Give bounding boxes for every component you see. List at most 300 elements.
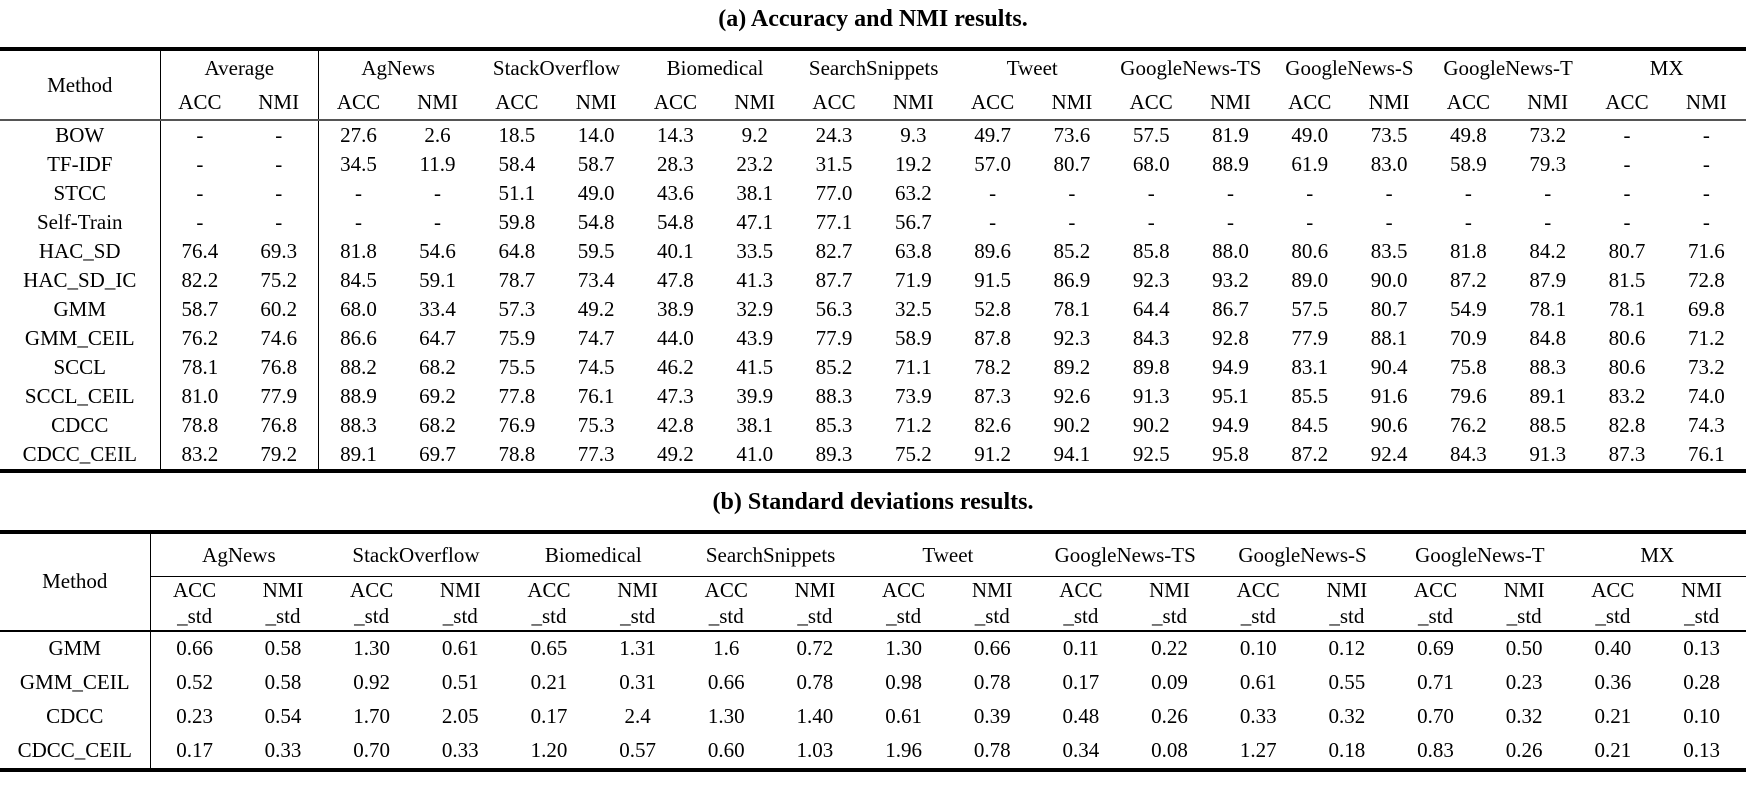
value-cell: - — [196, 210, 204, 234]
value-cell: - — [275, 210, 283, 234]
metric-subheader — [319, 85, 398, 120]
dataset-group-header: Tweet — [859, 532, 1036, 577]
value-cell: - — [1623, 152, 1631, 176]
table-row — [0, 666, 1746, 700]
value-cell: 0.21 — [530, 670, 568, 694]
value-cell: 87.9 — [1529, 268, 1567, 292]
value-cell: 81.0 — [181, 384, 219, 408]
metric-subheader — [1657, 577, 1746, 631]
value-cell: 1.03 — [796, 738, 834, 762]
value-cell: 0.61 — [885, 704, 922, 728]
value-cell: 0.78 — [796, 670, 834, 694]
value-cell: - — [1227, 210, 1234, 234]
value-cell: 75.3 — [577, 413, 615, 437]
value-cell: 57.3 — [498, 297, 536, 321]
value-cell: 34.5 — [319, 150, 398, 179]
value-cell: - — [1702, 181, 1710, 205]
method-cell: HAC_SD_IC — [0, 266, 160, 295]
value-cell: 75.2 — [894, 442, 932, 466]
metric-subheader — [593, 577, 682, 631]
value-cell: 54.9 — [1450, 297, 1487, 321]
value-cell: 43.6 — [657, 181, 694, 205]
dataset-group-header: GoogleNews-S — [1285, 55, 1414, 80]
metric-label: ACC — [971, 89, 1015, 114]
metric-subheader — [874, 85, 953, 120]
method-cell: Self-Train — [0, 208, 160, 237]
metric-label: NMI — [1326, 578, 1368, 602]
method-cell: BOW — [0, 120, 160, 150]
value-cell: 73.4 — [577, 268, 615, 292]
value-cell: 46.2 — [657, 355, 694, 379]
metric-subheader — [636, 85, 715, 120]
value-cell: 0.83 — [1417, 738, 1454, 762]
value-cell: 75.8 — [1450, 355, 1487, 379]
value-cell: 0.33 — [1239, 704, 1277, 728]
value-cell: 82.7 — [815, 239, 853, 263]
value-cell: 92.3 — [1132, 268, 1170, 292]
method-cell: SCCL — [0, 353, 160, 382]
value-cell: - — [275, 152, 283, 176]
metric-suffix-label: _std — [974, 604, 1010, 629]
value-cell: 91.3 — [1529, 442, 1567, 466]
metric-label: NMI — [734, 89, 776, 114]
value-cell: - — [196, 181, 204, 205]
value-cell: 84.5 — [319, 266, 398, 295]
value-cell: 83.2 — [1608, 384, 1646, 408]
table-row — [0, 382, 1746, 411]
value-cell: 71.2 — [1687, 326, 1725, 350]
value-cell: - — [1623, 181, 1631, 205]
value-cell: 72.8 — [1687, 268, 1725, 292]
metric-label: ACC — [653, 89, 698, 114]
value-cell: 68.2 — [419, 355, 456, 379]
metric-subheader — [1508, 85, 1587, 120]
value-cell: 74.7 — [577, 326, 615, 350]
value-cell: 58.9 — [894, 326, 932, 350]
dataset-group-header: MX — [1649, 55, 1684, 80]
metric-label: ACC — [1413, 578, 1458, 602]
value-cell: 85.8 — [1132, 239, 1170, 263]
value-cell: 1.70 — [353, 704, 391, 728]
metric-label: NMI — [1210, 89, 1251, 114]
value-cell: - — [1147, 181, 1155, 205]
value-cell: 73.2 — [1529, 123, 1567, 147]
value-cell: 83.0 — [1370, 152, 1408, 176]
value-cell: 0.21 — [1594, 738, 1632, 762]
value-cell: 92.6 — [1053, 384, 1091, 408]
value-cell: 68.0 — [1132, 152, 1170, 176]
value-cell: 84.5 — [1291, 413, 1329, 437]
value-cell: 73.5 — [1370, 123, 1408, 147]
metric-subheader — [239, 577, 328, 631]
dataset-group-header: GoogleNews-T — [1443, 55, 1573, 80]
value-cell: 69.8 — [1687, 297, 1725, 321]
metric-subheader — [150, 577, 239, 631]
value-cell: 83.1 — [1291, 355, 1329, 379]
value-cell: 32.5 — [894, 297, 932, 321]
value-cell: 86.6 — [319, 324, 398, 353]
value-cell: 41.5 — [736, 355, 774, 379]
value-cell: 0.08 — [1151, 738, 1188, 762]
metric-label: ACC — [350, 578, 394, 602]
metric-subheader — [1569, 577, 1658, 631]
metric-subheader — [398, 85, 477, 120]
metric-subheader — [160, 85, 239, 120]
value-cell: 59.8 — [498, 210, 536, 234]
dataset-group-header: GoogleNews-T — [1391, 532, 1568, 577]
metric-label: ACC — [1446, 89, 1490, 114]
metric-subheader — [1667, 85, 1746, 120]
metric-subheader — [1391, 577, 1480, 631]
table-row — [0, 120, 1746, 150]
value-cell: - — [1147, 210, 1155, 234]
value-cell: 49.0 — [577, 181, 615, 205]
value-cell: 49.2 — [657, 442, 694, 466]
value-cell: 0.21 — [1594, 704, 1632, 728]
metric-subheader — [1191, 85, 1270, 120]
value-cell: 64.7 — [419, 326, 456, 350]
value-cell: 47.8 — [657, 268, 694, 292]
value-cell: 33.4 — [419, 297, 456, 321]
method-cell: GMM_CEIL — [0, 666, 150, 700]
value-cell: - — [989, 210, 997, 234]
method-cell: SCCL_CEIL — [0, 382, 160, 411]
metric-suffix-label: _std — [1684, 604, 1720, 629]
value-cell: 78.7 — [498, 268, 536, 292]
metric-label: NMI — [439, 578, 481, 602]
value-cell: 91.3 — [1132, 384, 1170, 408]
value-cell: 95.1 — [1212, 384, 1249, 408]
value-cell: 78.2 — [974, 355, 1011, 379]
value-cell: 78.8 — [181, 413, 219, 437]
metric-label: ACC — [1129, 89, 1173, 114]
value-cell: 69.2 — [419, 384, 456, 408]
value-cell: 87.2 — [1450, 268, 1487, 292]
metric-label: NMI — [417, 89, 458, 114]
value-cell: 0.33 — [264, 738, 302, 762]
metric-label: NMI — [794, 578, 836, 602]
value-cell: 0.54 — [264, 704, 302, 728]
value-cell: 0.18 — [1328, 738, 1366, 762]
value-cell: 0.65 — [530, 636, 568, 660]
table-row — [0, 237, 1746, 266]
value-cell: 79.3 — [1529, 152, 1567, 176]
value-cell: 42.8 — [657, 413, 694, 437]
value-cell: 71.1 — [894, 355, 932, 379]
value-cell: - — [1623, 123, 1631, 147]
method-cell: GMM — [0, 295, 160, 324]
value-cell: - — [1702, 123, 1710, 147]
metric-suffix-label: _std — [708, 604, 744, 629]
method-cell: GMM — [0, 631, 150, 666]
value-cell: 79.2 — [260, 442, 298, 466]
dataset-group-header: StackOverflow — [327, 532, 504, 577]
value-cell: 1.30 — [885, 636, 922, 660]
value-cell: - — [1464, 181, 1472, 205]
value-cell: 90.6 — [1370, 413, 1408, 437]
value-cell: 1.6 — [713, 636, 740, 660]
value-cell: 91.6 — [1370, 384, 1408, 408]
value-cell: 73.6 — [1053, 123, 1091, 147]
metric-subheader — [556, 85, 635, 120]
metric-subheader — [1037, 577, 1126, 631]
metric-subheader — [1349, 85, 1428, 120]
metric-subheader — [1112, 85, 1191, 120]
value-cell: 0.71 — [1417, 670, 1454, 694]
value-cell: 0.36 — [1594, 670, 1632, 694]
table-row — [0, 324, 1746, 353]
value-cell: 74.6 — [260, 326, 298, 350]
value-cell: 76.9 — [498, 413, 536, 437]
value-cell: 0.69 — [1417, 636, 1454, 660]
value-cell: 80.6 — [1608, 326, 1646, 350]
value-cell: 81.8 — [319, 237, 398, 266]
value-cell: 1.30 — [707, 704, 745, 728]
value-cell: 80.7 — [1608, 239, 1646, 263]
value-cell: 31.5 — [815, 152, 853, 176]
value-cell: 89.2 — [1053, 355, 1091, 379]
value-cell: 92.4 — [1370, 442, 1408, 466]
value-cell: 88.2 — [319, 353, 398, 382]
value-cell: 0.09 — [1151, 670, 1188, 694]
value-cell: 87.3 — [974, 384, 1011, 408]
value-cell: 0.22 — [1151, 636, 1188, 660]
value-cell: 0.50 — [1505, 636, 1543, 660]
value-cell: 27.6 — [319, 120, 398, 150]
value-cell: 11.9 — [419, 152, 456, 176]
value-cell: - — [319, 179, 398, 208]
value-cell: 64.4 — [1132, 297, 1170, 321]
value-cell: - — [1544, 210, 1552, 234]
value-cell: 71.2 — [894, 413, 932, 437]
value-cell: 89.1 — [319, 440, 398, 471]
metric-subheader — [1429, 85, 1508, 120]
dataset-group-header: Biomedical — [505, 532, 682, 577]
table-row — [0, 440, 1746, 471]
metric-label: NMI — [617, 578, 659, 602]
value-cell: 0.52 — [176, 670, 213, 694]
value-cell: 81.9 — [1212, 123, 1249, 147]
metric-label: NMI — [1685, 89, 1727, 114]
value-cell: 75.5 — [498, 355, 536, 379]
value-cell: 84.2 — [1529, 239, 1567, 263]
metric-suffix-label: _std — [177, 604, 213, 629]
value-cell: - — [1385, 181, 1393, 205]
metric-subheader — [416, 577, 505, 631]
value-cell: 94.9 — [1212, 355, 1249, 379]
metric-suffix-label: _std — [1418, 604, 1454, 629]
value-cell: 0.58 — [264, 670, 302, 694]
value-cell: 89.0 — [1291, 268, 1329, 292]
value-cell: 63.2 — [894, 181, 932, 205]
value-cell: - — [1385, 210, 1393, 234]
value-cell: 47.3 — [657, 384, 694, 408]
value-cell: 0.17 — [1062, 670, 1100, 694]
value-cell: 88.9 — [319, 382, 398, 411]
metric-subheader — [953, 85, 1032, 120]
value-cell: 60.2 — [260, 297, 298, 321]
metric-suffix-label: _std — [1506, 604, 1542, 629]
value-cell: 76.1 — [1687, 442, 1725, 466]
value-cell: 58.4 — [498, 152, 536, 176]
dataset-group-header: Biomedical — [666, 55, 764, 80]
value-cell: 49.8 — [1450, 123, 1487, 147]
table-row — [0, 411, 1746, 440]
value-cell: 54.6 — [419, 239, 456, 263]
value-cell: 88.9 — [1212, 152, 1249, 176]
metric-suffix-label: _std — [354, 604, 390, 629]
value-cell: 43.9 — [736, 326, 774, 350]
value-cell: 69.3 — [260, 239, 298, 263]
value-cell: 76.8 — [260, 413, 298, 437]
value-cell: - — [1227, 181, 1234, 205]
value-cell: - — [1702, 152, 1710, 176]
value-cell: 89.8 — [1132, 355, 1170, 379]
metric-label: ACC — [812, 89, 856, 114]
value-cell: 78.1 — [181, 355, 219, 379]
value-cell: 81.8 — [1450, 239, 1487, 263]
dataset-group-header: GoogleNews-TS — [1120, 55, 1262, 80]
value-cell: 1.96 — [885, 738, 922, 762]
value-cell: 0.48 — [1062, 704, 1100, 728]
value-cell: - — [196, 152, 204, 176]
value-cell: 92.8 — [1212, 326, 1249, 350]
table-row — [0, 266, 1746, 295]
value-cell: 0.23 — [1505, 670, 1543, 694]
dataset-group-header: MX — [1569, 532, 1746, 577]
metric-subheader — [477, 85, 556, 120]
value-cell: 0.40 — [1594, 636, 1632, 660]
metric-label: ACC — [1605, 89, 1649, 114]
value-cell: 0.72 — [796, 636, 834, 660]
value-cell: 85.5 — [1291, 384, 1329, 408]
value-cell: 0.61 — [441, 636, 479, 660]
value-cell: 71.6 — [1687, 239, 1725, 263]
value-cell: 57.5 — [1132, 123, 1170, 147]
value-cell: 1.40 — [796, 704, 834, 728]
value-cell: 0.11 — [1062, 636, 1099, 660]
value-cell: 0.98 — [885, 670, 922, 694]
value-cell: - — [1464, 210, 1472, 234]
value-cell: - — [1544, 181, 1552, 205]
metric-suffix-label: _std — [797, 604, 833, 629]
value-cell: 0.66 — [707, 670, 745, 694]
metric-subheader — [682, 577, 771, 631]
value-cell: 89.3 — [815, 442, 853, 466]
value-cell: 74.3 — [1687, 413, 1725, 437]
value-cell: 49.2 — [577, 297, 615, 321]
value-cell: 83.2 — [181, 442, 219, 466]
value-cell: 14.0 — [577, 123, 615, 147]
value-cell: - — [196, 123, 204, 147]
metric-suffix-label: _std — [1063, 604, 1099, 629]
std-dev-table — [0, 530, 1746, 772]
value-cell: 28.3 — [657, 152, 694, 176]
dataset-group-header: Tweet — [1006, 55, 1058, 80]
value-cell: 76.2 — [181, 326, 219, 350]
value-cell: 90.4 — [1370, 355, 1408, 379]
value-cell: 84.3 — [1132, 326, 1170, 350]
metric-label: ACC — [1236, 578, 1280, 602]
value-cell: 0.92 — [353, 670, 391, 694]
value-cell: 80.6 — [1608, 355, 1646, 379]
value-cell: 0.10 — [1683, 704, 1720, 728]
value-cell: 82.2 — [181, 268, 219, 292]
method-cell: GMM_CEIL — [0, 324, 160, 353]
value-cell: 88.3 — [1529, 355, 1567, 379]
metric-subheader — [771, 577, 860, 631]
method-cell: CDCC_CEIL — [0, 440, 160, 471]
value-cell: 0.55 — [1328, 670, 1366, 694]
value-cell: 56.7 — [894, 210, 932, 234]
value-cell: 0.32 — [1505, 704, 1543, 728]
value-cell: 18.5 — [498, 123, 536, 147]
metric-label: ACC — [527, 578, 571, 602]
value-cell: 0.78 — [973, 738, 1011, 762]
metric-suffix-label: _std — [620, 604, 656, 629]
value-cell: 9.2 — [741, 123, 768, 147]
method-cell: CDCC — [0, 700, 150, 734]
metric-suffix-label: _std — [442, 604, 478, 629]
results-table — [0, 47, 1746, 473]
metric-subheader — [794, 85, 873, 120]
metric-subheader — [1270, 85, 1349, 120]
method-cell: CDCC — [0, 411, 160, 440]
value-cell: 76.2 — [1450, 413, 1487, 437]
value-cell: 75.9 — [498, 326, 536, 350]
value-cell: 2.6 — [424, 123, 451, 147]
value-cell: 77.0 — [815, 181, 853, 205]
metric-label: NMI — [1368, 89, 1410, 114]
value-cell: - — [1306, 210, 1314, 234]
value-cell: 82.8 — [1608, 413, 1646, 437]
value-cell: 76.8 — [260, 355, 298, 379]
value-cell: 84.8 — [1529, 326, 1567, 350]
value-cell: 23.2 — [736, 152, 774, 176]
value-cell: 2.4 — [624, 704, 651, 728]
value-cell: 85.2 — [1053, 239, 1091, 263]
value-cell: 85.3 — [815, 413, 853, 437]
value-cell: 44.0 — [657, 326, 694, 350]
value-cell: 87.3 — [1608, 442, 1646, 466]
method-cell: TF-IDF — [0, 150, 160, 179]
value-cell: 68.2 — [419, 413, 456, 437]
dataset-group-header: AgNews — [150, 532, 327, 577]
metric-label: NMI — [1149, 578, 1190, 602]
value-cell: 91.5 — [974, 268, 1011, 292]
value-cell: - — [275, 181, 283, 205]
value-cell: 77.3 — [577, 442, 615, 466]
metric-subheader — [948, 577, 1037, 631]
value-cell: 74.0 — [1687, 384, 1725, 408]
value-cell: 88.3 — [815, 384, 853, 408]
value-cell: 51.1 — [498, 181, 536, 205]
value-cell: 95.8 — [1212, 442, 1249, 466]
value-cell: 88.5 — [1529, 413, 1567, 437]
value-cell: 88.1 — [1370, 326, 1408, 350]
value-cell: - — [434, 210, 442, 234]
value-cell: 56.3 — [815, 297, 853, 321]
value-cell: 82.6 — [974, 413, 1011, 437]
metric-suffix-label: _std — [1595, 604, 1631, 629]
value-cell: 0.33 — [441, 738, 479, 762]
value-cell: 77.1 — [815, 210, 853, 234]
metric-subheader — [239, 85, 318, 120]
value-cell: 0.34 — [1062, 738, 1100, 762]
value-cell: - — [1306, 181, 1314, 205]
metric-label: NMI — [262, 578, 304, 602]
value-cell: 75.2 — [260, 268, 298, 292]
